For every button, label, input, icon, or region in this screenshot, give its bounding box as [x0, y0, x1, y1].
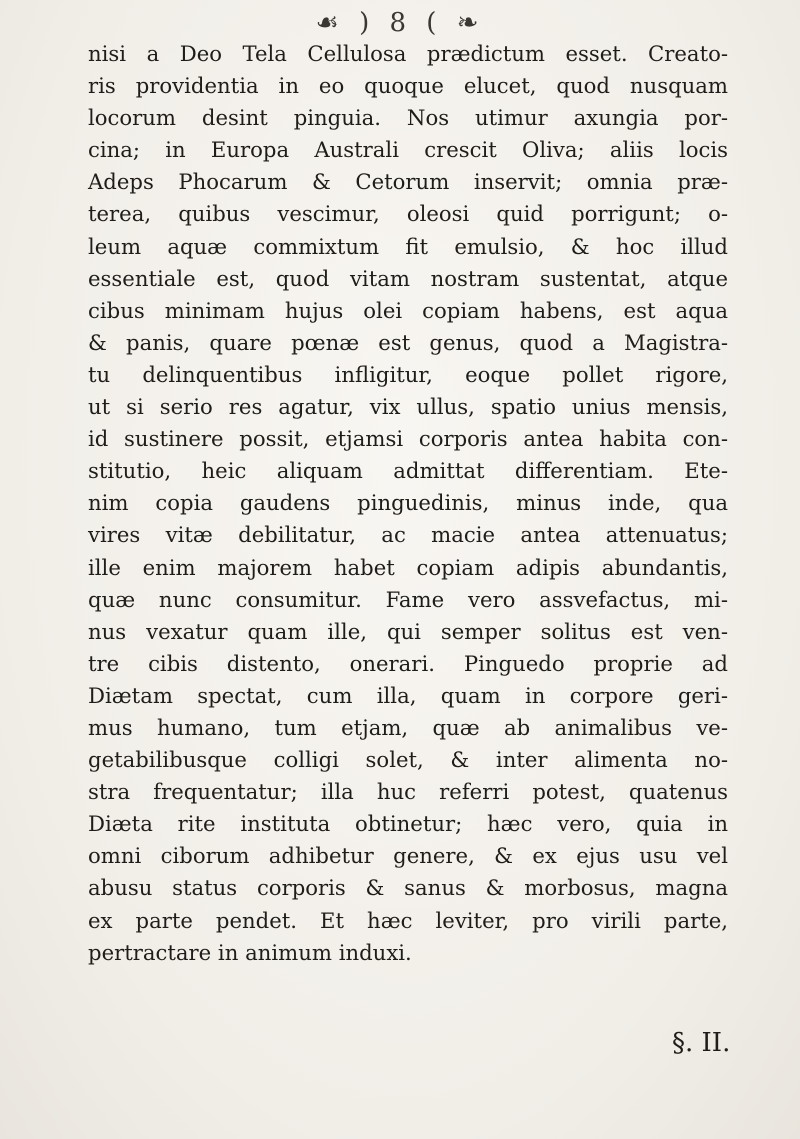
catchword: §. II. [672, 1028, 731, 1058]
body-text [88, 38, 728, 969]
text-line: ex parte pendet. Et hæc leviter, pro virili parte, [88, 907, 728, 933]
text-line: Adeps Phocarum & Cetorum inservit; omnia præ- [88, 169, 728, 195]
text-line: nim copia gaudens pinguedinis, minus inde, qua [88, 490, 728, 516]
text-line: omni ciborum adhibetur genere, & ex ejus usu vel [88, 843, 728, 869]
text-line: essentiale est, quod vitam nostram sustentat, atque [88, 265, 728, 291]
text-line: stitutio, heic aliquam admittat differentiam. Ete- [88, 458, 728, 484]
text-line: cina; in Europa Australi crescit Oliva; aliis locis [88, 137, 728, 163]
page-header-ornament: ☙ ) 8 ( ❧ [315, 8, 485, 38]
text-line: ris providentia in eo quoque elucet, quod nusquam [88, 73, 728, 99]
text-line: abusu status corporis & sanus & morbosus, magna [88, 875, 728, 901]
text-line: Diæta rite instituta obtinetur; hæc vero, quia in [88, 811, 728, 837]
text-line: leum aquæ commixtum fit emulsio, & hoc illud [88, 233, 728, 259]
text-line: nus vexatur quam ille, qui semper solitus est ven- [88, 618, 728, 644]
text-line: Diætam spectat, cum illa, quam in corpore geri- [88, 682, 728, 708]
text-line: getabilibusque colligi solet, & inter alimenta no- [88, 747, 728, 773]
text-line: nisi a Deo Tela Cellulosa prædictum esset. Creato- [88, 41, 728, 66]
text-line-final: pertractare in animum induxi. [88, 939, 412, 965]
text-line: terea, quibus vescimur, oleosi quid porrigunt; o- [88, 201, 728, 227]
text-line: id sustinere possit, etjamsi corporis antea habita con- [88, 426, 728, 452]
text-line: tu delinquentibus infligitur, eoque pollet rigore, [88, 361, 728, 387]
text-line: locorum desint pinguia. Nos utimur axungia por- [88, 105, 728, 131]
text-line: stra frequentatur; illa huc referri potest, quatenus [88, 779, 728, 805]
text-line: & panis, quare pœnæ est genus, quod a Magistra- [88, 329, 728, 355]
text-line: tre cibis distento, onerari. Pinguedo proprie ad [88, 650, 728, 676]
text-line: vires vitæ debilitatur, ac macie antea attenuatus; [88, 522, 728, 548]
text-line: ille enim majorem habet copiam adipis abundantis, [88, 554, 728, 580]
text-line: mus humano, tum etjam, quæ ab animalibus ve- [88, 714, 728, 740]
text-line: cibus minimam hujus olei copiam habens, est aqua [88, 297, 728, 323]
text-line: quæ nunc consumitur. Fame vero assvefactus, mi- [88, 586, 728, 612]
text-line: ut si serio res agatur, vix ullus, spatio unius mensis, [88, 394, 728, 420]
